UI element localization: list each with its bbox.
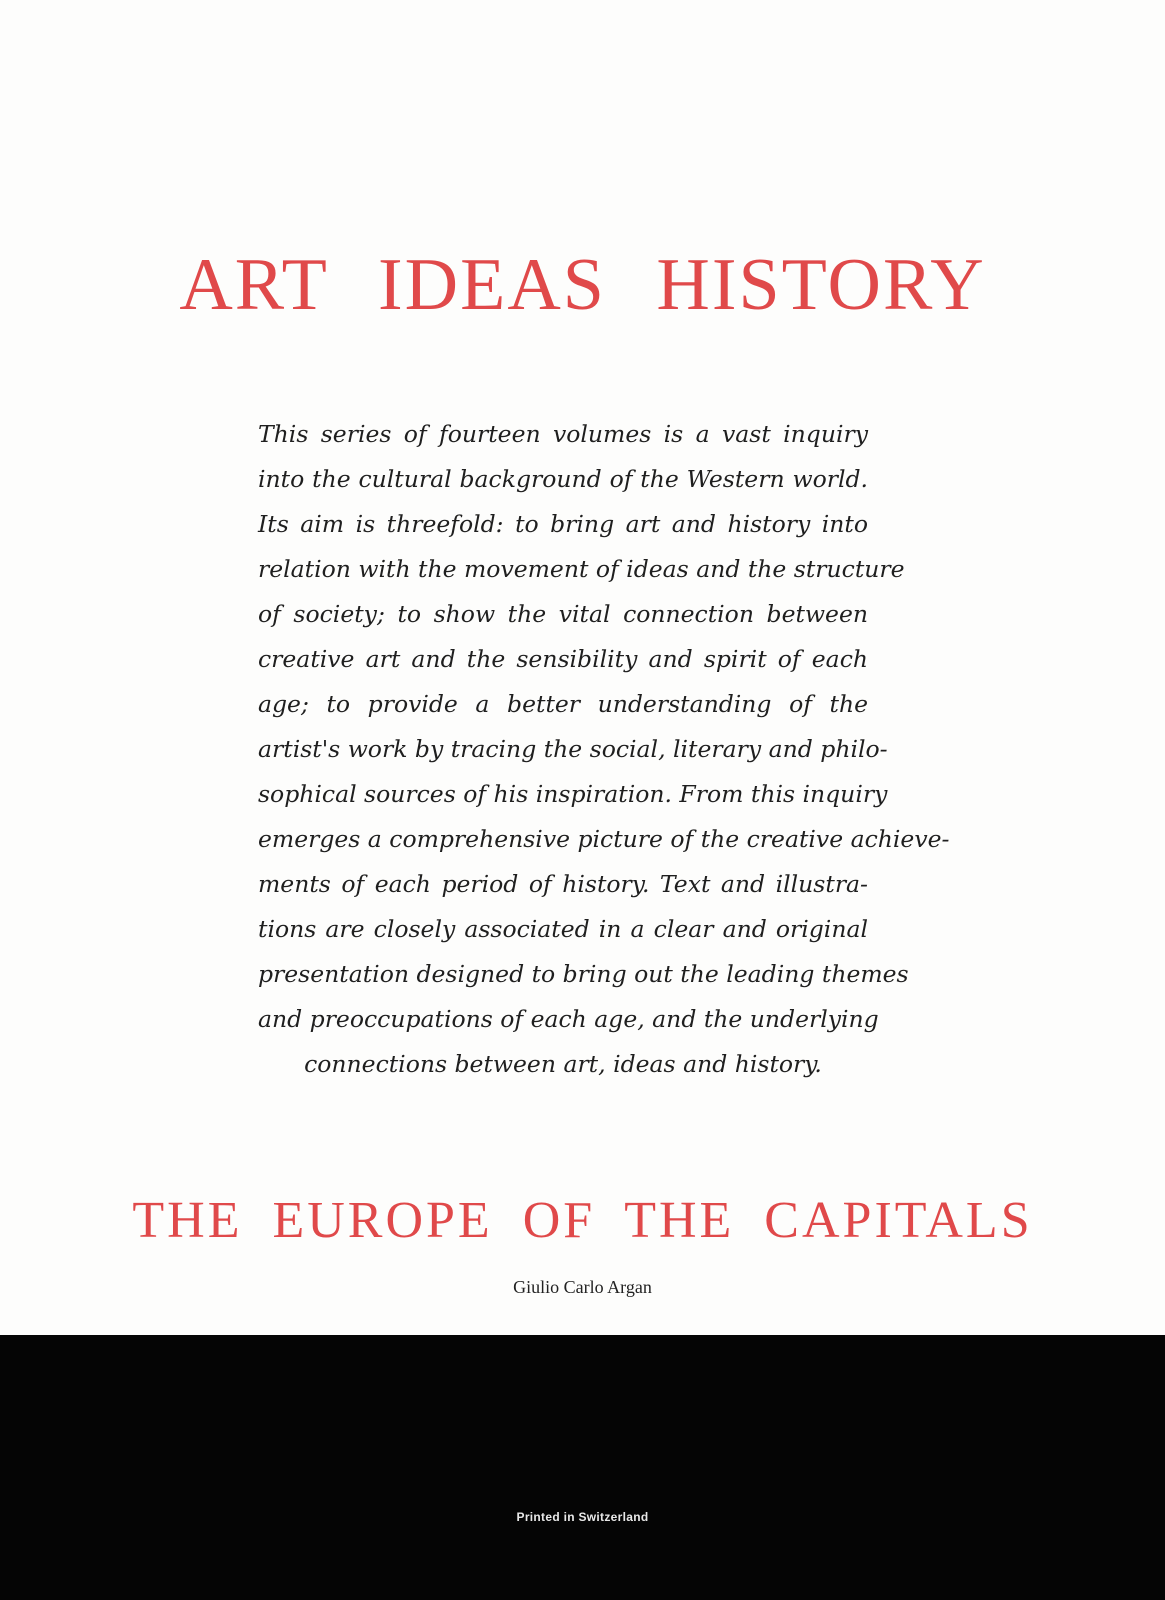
description-line: Its aim is threefold: to bring art and history into — [258, 510, 868, 538]
description-line: of society; to show the vital connection between — [258, 600, 868, 628]
description-line: tions are closely associated in a clear and original — [258, 915, 868, 943]
description-line: relation with the movement of ideas and the structure — [258, 555, 905, 583]
description-line: ments of each period of history. Text and illustra- — [258, 870, 868, 898]
series-description — [258, 412, 950, 1087]
series-title: ART IDEAS HISTORY — [179, 244, 986, 326]
author-name: Giulio Carlo Argan — [513, 1277, 652, 1297]
description-line: creative art and the sensibility and spirit of each — [258, 645, 868, 673]
description-line-last: connections between art, ideas and history. — [304, 1050, 822, 1078]
description-line: artist's work by tracing the social, literary and philo- — [258, 735, 888, 763]
bottom-black-band — [0, 1335, 1165, 1600]
description-line: sophical sources of his inspiration. From this inquiry — [258, 780, 888, 808]
description-line: age; to provide a better understanding of the — [258, 690, 868, 718]
volume-title: THE EUROPE OF THE CAPITALS — [132, 1192, 1033, 1249]
printed-in-note: Printed in Switzerland — [516, 1510, 649, 1524]
description-line: presentation designed to bring out the leading themes — [258, 960, 909, 988]
description-line: emerges a comprehensive picture of the creative achieve- — [258, 825, 950, 853]
description-line: and preoccupations of each age, and the underlying — [258, 1005, 879, 1033]
description-line: into the cultural background of the Western world. — [258, 465, 868, 493]
description-line: This series of fourteen volumes is a vast inquiry — [258, 420, 868, 448]
